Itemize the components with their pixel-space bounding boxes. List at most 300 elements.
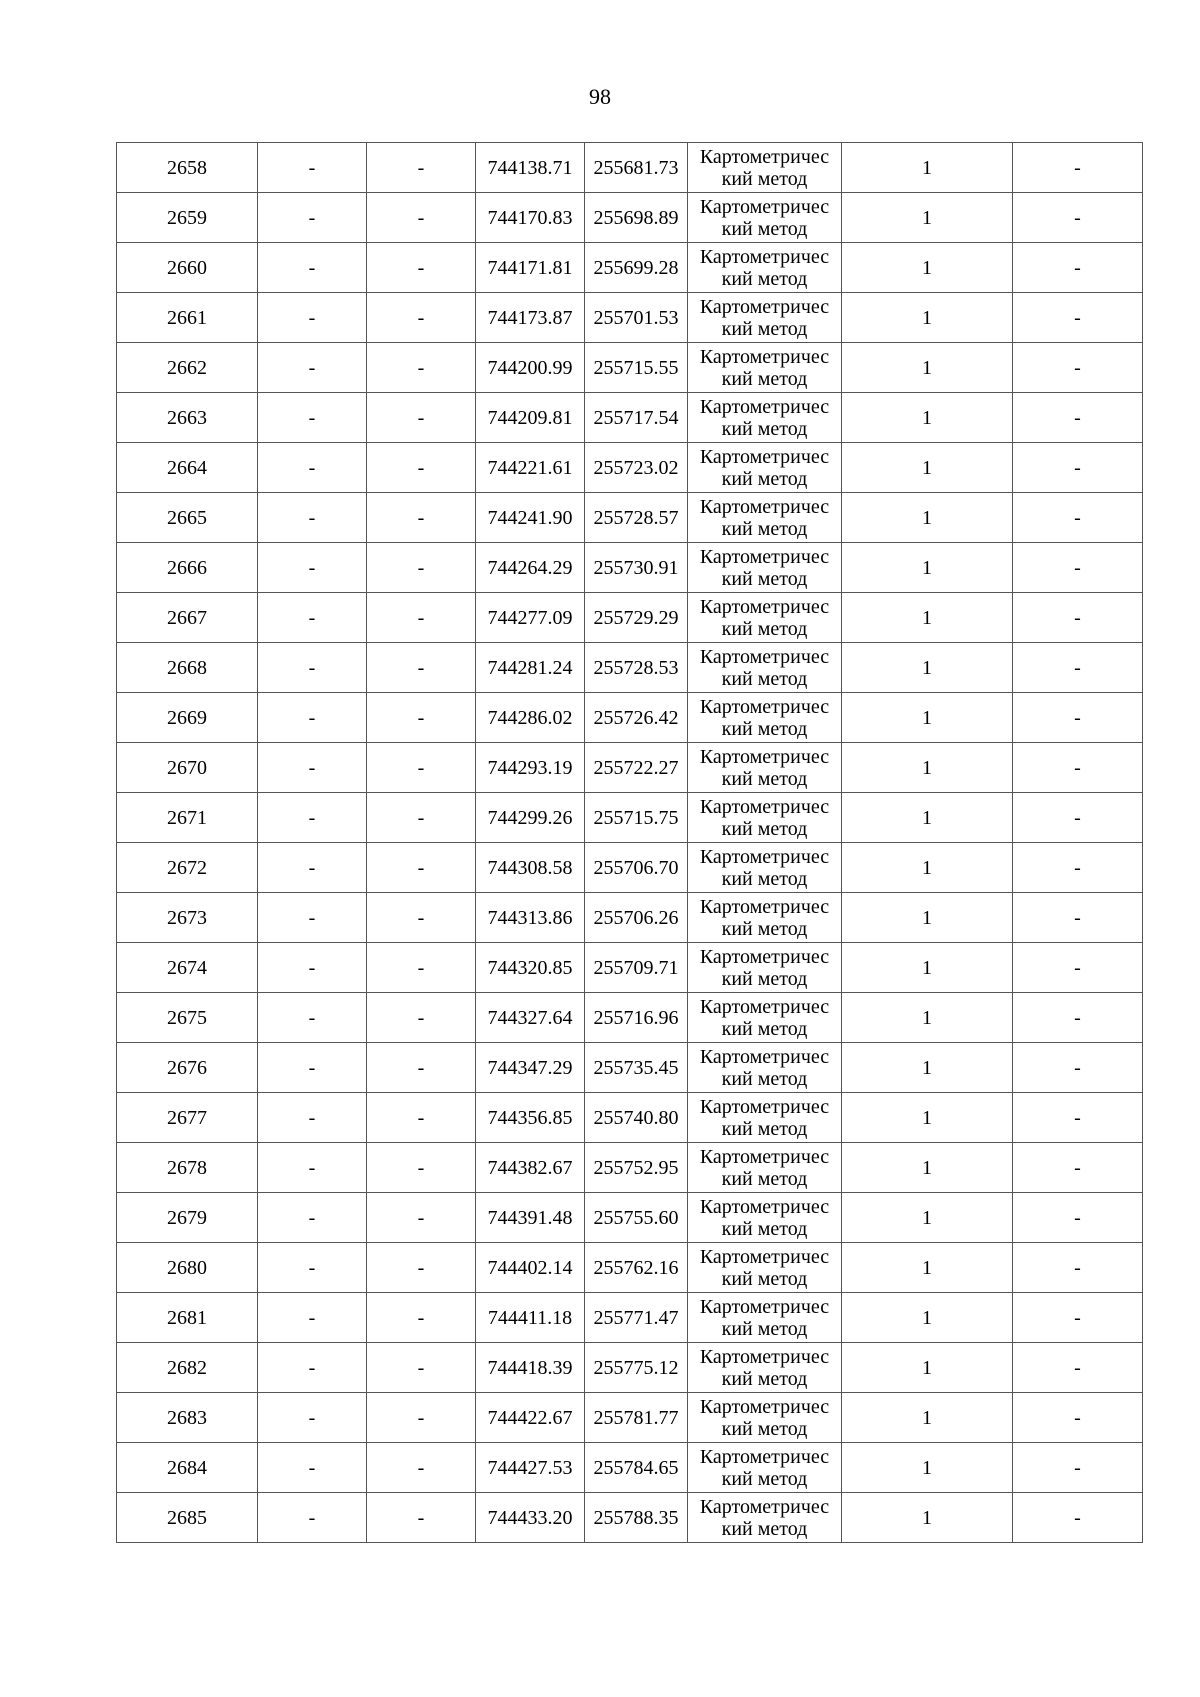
x-coordinate-cell: 744313.86 — [476, 893, 585, 943]
empty-cell: - — [258, 293, 367, 343]
accuracy-cell: 1 — [842, 1043, 1013, 1093]
x-coordinate-cell: 744171.81 — [476, 243, 585, 293]
point-number-cell: 2680 — [117, 1243, 258, 1293]
accuracy-cell: 1 — [842, 643, 1013, 693]
y-coordinate-cell: 255755.60 — [585, 1193, 688, 1243]
method-text-line1: Картометричес — [699, 895, 830, 918]
point-number-cell: 2674 — [117, 943, 258, 993]
method-text-line2: кий метод — [721, 167, 808, 190]
method-text-line2: кий метод — [721, 817, 808, 840]
x-coordinate-cell: 744277.09 — [476, 593, 585, 643]
point-number-cell: 2683 — [117, 1393, 258, 1443]
method-cell — [688, 793, 842, 843]
note-cell: - — [1013, 143, 1143, 193]
point-number-cell: 2669 — [117, 693, 258, 743]
method-cell — [688, 243, 842, 293]
note-cell: - — [1013, 793, 1143, 843]
y-coordinate-cell: 255706.26 — [585, 893, 688, 943]
x-coordinate-cell: 744221.61 — [476, 443, 585, 493]
method-cell — [688, 1093, 842, 1143]
note-cell: - — [1013, 543, 1143, 593]
x-coordinate-cell: 744433.20 — [476, 1493, 585, 1543]
method-text-line2: кий метод — [721, 1167, 808, 1190]
empty-cell: - — [258, 1143, 367, 1193]
method-text-line1: Картометричес — [699, 695, 830, 718]
note-cell: - — [1013, 443, 1143, 493]
note-cell: - — [1013, 893, 1143, 943]
x-coordinate-cell: 744170.83 — [476, 193, 585, 243]
note-cell: - — [1013, 193, 1143, 243]
method-text-line1: Картометричес — [699, 145, 830, 168]
accuracy-cell: 1 — [842, 493, 1013, 543]
point-number-cell: 2681 — [117, 1293, 258, 1343]
y-coordinate-cell: 255717.54 — [585, 393, 688, 443]
accuracy-cell: 1 — [842, 543, 1013, 593]
table-row — [117, 143, 1143, 193]
point-number-cell: 2665 — [117, 493, 258, 543]
method-text-line1: Картометричес — [699, 1445, 830, 1468]
method-cell — [688, 1193, 842, 1243]
method-text-line2: кий метод — [721, 1017, 808, 1040]
table-row — [117, 1343, 1143, 1393]
method-cell — [688, 1293, 842, 1343]
point-number-cell: 2675 — [117, 993, 258, 1043]
table-row — [117, 693, 1143, 743]
y-coordinate-cell: 255788.35 — [585, 1493, 688, 1543]
table-row — [117, 243, 1143, 293]
page-number: 98 — [589, 84, 611, 109]
point-number-cell: 2661 — [117, 293, 258, 343]
point-number-cell: 2676 — [117, 1043, 258, 1093]
accuracy-cell: 1 — [842, 293, 1013, 343]
empty-cell: - — [367, 1443, 476, 1493]
y-coordinate-cell: 255752.95 — [585, 1143, 688, 1193]
method-text-line1: Картометричес — [699, 1245, 830, 1268]
empty-cell: - — [258, 1493, 367, 1543]
empty-cell: - — [367, 1393, 476, 1443]
x-coordinate-cell: 744264.29 — [476, 543, 585, 593]
note-cell: - — [1013, 1043, 1143, 1093]
empty-cell: - — [367, 1193, 476, 1243]
empty-cell: - — [367, 743, 476, 793]
empty-cell: - — [258, 793, 367, 843]
method-text-line2: кий метод — [721, 317, 808, 340]
note-cell: - — [1013, 693, 1143, 743]
accuracy-cell: 1 — [842, 1343, 1013, 1393]
point-number-cell: 2664 — [117, 443, 258, 493]
note-cell: - — [1013, 993, 1143, 1043]
empty-cell: - — [367, 993, 476, 1043]
x-coordinate-cell: 744241.90 — [476, 493, 585, 543]
y-coordinate-cell: 255706.70 — [585, 843, 688, 893]
method-text-line1: Картометричес — [699, 845, 830, 868]
method-text-line1: Картометричес — [699, 595, 830, 618]
accuracy-cell: 1 — [842, 143, 1013, 193]
point-number-cell: 2672 — [117, 843, 258, 893]
empty-cell: - — [367, 1093, 476, 1143]
method-text-line1: Картометричес — [699, 545, 830, 568]
table-body — [117, 143, 1143, 1543]
method-text-line1: Картометричес — [699, 795, 830, 818]
empty-cell: - — [258, 443, 367, 493]
table-row — [117, 793, 1143, 843]
x-coordinate-cell: 744299.26 — [476, 793, 585, 843]
method-cell — [688, 843, 842, 893]
method-cell — [688, 393, 842, 443]
empty-cell: - — [258, 1043, 367, 1093]
table-row — [117, 993, 1143, 1043]
empty-cell: - — [258, 343, 367, 393]
method-text-line1: Картометричес — [699, 1295, 830, 1318]
empty-cell: - — [258, 1443, 367, 1493]
empty-cell: - — [367, 1293, 476, 1343]
table-row — [117, 443, 1143, 493]
y-coordinate-cell: 255762.16 — [585, 1243, 688, 1293]
empty-cell: - — [258, 493, 367, 543]
y-coordinate-cell: 255771.47 — [585, 1293, 688, 1343]
method-text-line2: кий метод — [721, 567, 808, 590]
y-coordinate-cell: 255699.28 — [585, 243, 688, 293]
point-number-cell: 2682 — [117, 1343, 258, 1393]
accuracy-cell: 1 — [842, 1143, 1013, 1193]
empty-cell: - — [367, 1143, 476, 1193]
table-row — [117, 343, 1143, 393]
empty-cell: - — [258, 1093, 367, 1143]
y-coordinate-cell: 255735.45 — [585, 1043, 688, 1093]
point-number-cell: 2671 — [117, 793, 258, 843]
point-number-cell: 2670 — [117, 743, 258, 793]
method-text-line1: Картометричес — [699, 195, 830, 218]
x-coordinate-cell: 744138.71 — [476, 143, 585, 193]
x-coordinate-cell: 744356.85 — [476, 1093, 585, 1143]
empty-cell: - — [258, 1293, 367, 1343]
method-text-line1: Картометричес — [699, 1345, 830, 1368]
empty-cell: - — [258, 1193, 367, 1243]
empty-cell: - — [367, 543, 476, 593]
note-cell: - — [1013, 643, 1143, 693]
y-coordinate-cell: 255716.96 — [585, 993, 688, 1043]
point-number-cell: 2668 — [117, 643, 258, 693]
note-cell: - — [1013, 1443, 1143, 1493]
y-coordinate-cell: 255701.53 — [585, 293, 688, 343]
x-coordinate-cell: 744418.39 — [476, 1343, 585, 1393]
note-cell: - — [1013, 343, 1143, 393]
method-cell — [688, 593, 842, 643]
accuracy-cell: 1 — [842, 1443, 1013, 1493]
method-cell — [688, 143, 842, 193]
method-text-line1: Картометричес — [699, 1395, 830, 1418]
method-text-line2: кий метод — [721, 1367, 808, 1390]
point-number-cell: 2678 — [117, 1143, 258, 1193]
empty-cell: - — [258, 393, 367, 443]
method-text-line1: Картометричес — [699, 995, 830, 1018]
empty-cell: - — [258, 893, 367, 943]
method-cell — [688, 493, 842, 543]
empty-cell: - — [258, 143, 367, 193]
method-text-line1: Картометричес — [699, 245, 830, 268]
method-text-line2: кий метод — [721, 967, 808, 990]
y-coordinate-cell: 255681.73 — [585, 143, 688, 193]
y-coordinate-cell: 255715.55 — [585, 343, 688, 393]
x-coordinate-cell: 744382.67 — [476, 1143, 585, 1193]
accuracy-cell: 1 — [842, 743, 1013, 793]
empty-cell: - — [367, 293, 476, 343]
empty-cell: - — [367, 1493, 476, 1543]
table-row — [117, 593, 1143, 643]
note-cell: - — [1013, 1493, 1143, 1543]
note-cell: - — [1013, 293, 1143, 343]
point-number-cell: 2677 — [117, 1093, 258, 1143]
accuracy-cell: 1 — [842, 1243, 1013, 1293]
method-text-line2: кий метод — [721, 617, 808, 640]
method-text-line2: кий метод — [721, 417, 808, 440]
point-number-cell: 2684 — [117, 1443, 258, 1493]
empty-cell: - — [258, 693, 367, 743]
method-text-line2: кий метод — [721, 517, 808, 540]
x-coordinate-cell: 744173.87 — [476, 293, 585, 343]
method-cell — [688, 443, 842, 493]
empty-cell: - — [367, 393, 476, 443]
empty-cell: - — [258, 743, 367, 793]
empty-cell: - — [258, 593, 367, 643]
method-text-line1: Картометричес — [699, 645, 830, 668]
method-cell — [688, 1243, 842, 1293]
table-row — [117, 293, 1143, 343]
note-cell: - — [1013, 1143, 1143, 1193]
y-coordinate-cell: 255715.75 — [585, 793, 688, 843]
empty-cell: - — [258, 1343, 367, 1393]
y-coordinate-cell: 255775.12 — [585, 1343, 688, 1393]
x-coordinate-cell: 744293.19 — [476, 743, 585, 793]
table-row — [117, 943, 1143, 993]
method-text-line2: кий метод — [721, 717, 808, 740]
method-cell — [688, 893, 842, 943]
method-text-line2: кий метод — [721, 1467, 808, 1490]
method-cell — [688, 643, 842, 693]
point-number-cell: 2673 — [117, 893, 258, 943]
x-coordinate-cell: 744320.85 — [476, 943, 585, 993]
method-text-line2: кий метод — [721, 217, 808, 240]
empty-cell: - — [367, 193, 476, 243]
y-coordinate-cell: 255728.53 — [585, 643, 688, 693]
empty-cell: - — [258, 943, 367, 993]
empty-cell: - — [367, 1343, 476, 1393]
empty-cell: - — [367, 943, 476, 993]
method-text-line2: кий метод — [721, 1317, 808, 1340]
accuracy-cell: 1 — [842, 1193, 1013, 1243]
table-row — [117, 543, 1143, 593]
method-text-line2: кий метод — [721, 1417, 808, 1440]
method-text-line1: Картометричес — [699, 295, 830, 318]
table-row — [117, 843, 1143, 893]
accuracy-cell: 1 — [842, 1293, 1013, 1343]
method-cell — [688, 1343, 842, 1393]
y-coordinate-cell: 255784.65 — [585, 1443, 688, 1493]
empty-cell: - — [258, 1243, 367, 1293]
y-coordinate-cell: 255781.77 — [585, 1393, 688, 1443]
table-row — [117, 493, 1143, 543]
empty-cell: - — [258, 1393, 367, 1443]
x-coordinate-cell: 744308.58 — [476, 843, 585, 893]
note-cell: - — [1013, 593, 1143, 643]
note-cell: - — [1013, 1093, 1143, 1143]
x-coordinate-cell: 744286.02 — [476, 693, 585, 743]
y-coordinate-cell: 255726.42 — [585, 693, 688, 743]
y-coordinate-cell: 255729.29 — [585, 593, 688, 643]
method-text-line2: кий метод — [721, 1267, 808, 1290]
empty-cell: - — [258, 843, 367, 893]
y-coordinate-cell: 255709.71 — [585, 943, 688, 993]
table-row — [117, 393, 1143, 443]
note-cell: - — [1013, 1343, 1143, 1393]
accuracy-cell: 1 — [842, 843, 1013, 893]
accuracy-cell: 1 — [842, 793, 1013, 843]
method-cell — [688, 1443, 842, 1493]
empty-cell: - — [367, 793, 476, 843]
x-coordinate-cell: 744327.64 — [476, 993, 585, 1043]
point-number-cell: 2667 — [117, 593, 258, 643]
accuracy-cell: 1 — [842, 1393, 1013, 1443]
x-coordinate-cell: 744200.99 — [476, 343, 585, 393]
accuracy-cell: 1 — [842, 193, 1013, 243]
table-row — [117, 1393, 1143, 1443]
method-text-line2: кий метод — [721, 467, 808, 490]
y-coordinate-cell: 255730.91 — [585, 543, 688, 593]
accuracy-cell: 1 — [842, 893, 1013, 943]
accuracy-cell: 1 — [842, 593, 1013, 643]
method-cell — [688, 993, 842, 1043]
table-row — [117, 743, 1143, 793]
x-coordinate-cell: 744422.67 — [476, 1393, 585, 1443]
method-text-line1: Картометричес — [699, 345, 830, 368]
method-text-line2: кий метод — [721, 367, 808, 390]
method-cell — [688, 543, 842, 593]
method-text-line2: кий метод — [721, 1517, 808, 1540]
note-cell: - — [1013, 1243, 1143, 1293]
method-text-line2: кий метод — [721, 267, 808, 290]
table-row — [117, 193, 1143, 243]
empty-cell: - — [367, 693, 476, 743]
method-cell — [688, 693, 842, 743]
method-text-line1: Картометричес — [699, 745, 830, 768]
table-row — [117, 1043, 1143, 1093]
method-text-line1: Картометричес — [699, 495, 830, 518]
empty-cell: - — [367, 1243, 476, 1293]
method-text-line1: Картометричес — [699, 1095, 830, 1118]
table-row — [117, 1143, 1143, 1193]
method-text-line2: кий метод — [721, 917, 808, 940]
method-cell — [688, 1393, 842, 1443]
accuracy-cell: 1 — [842, 393, 1013, 443]
method-text-line1: Картометричес — [699, 1045, 830, 1068]
point-number-cell: 2685 — [117, 1493, 258, 1543]
note-cell: - — [1013, 1193, 1143, 1243]
empty-cell: - — [258, 543, 367, 593]
table-row — [117, 1443, 1143, 1493]
empty-cell: - — [367, 593, 476, 643]
method-text-line2: кий метод — [721, 867, 808, 890]
point-number-cell: 2666 — [117, 543, 258, 593]
empty-cell: - — [367, 1043, 476, 1093]
y-coordinate-cell: 255728.57 — [585, 493, 688, 543]
method-text-line2: кий метод — [721, 1067, 808, 1090]
method-text-line2: кий метод — [721, 667, 808, 690]
y-coordinate-cell: 255722.27 — [585, 743, 688, 793]
x-coordinate-cell: 744427.53 — [476, 1443, 585, 1493]
note-cell: - — [1013, 1293, 1143, 1343]
empty-cell: - — [258, 993, 367, 1043]
x-coordinate-cell: 744391.48 — [476, 1193, 585, 1243]
empty-cell: - — [367, 893, 476, 943]
x-coordinate-cell: 744281.24 — [476, 643, 585, 693]
table-row — [117, 1193, 1143, 1243]
method-cell — [688, 193, 842, 243]
empty-cell: - — [367, 843, 476, 893]
point-number-cell: 2658 — [117, 143, 258, 193]
empty-cell: - — [367, 343, 476, 393]
note-cell: - — [1013, 1393, 1143, 1443]
point-number-cell: 2659 — [117, 193, 258, 243]
x-coordinate-cell: 744209.81 — [476, 393, 585, 443]
point-number-cell: 2662 — [117, 343, 258, 393]
empty-cell: - — [367, 243, 476, 293]
method-text-line1: Картометричес — [699, 445, 830, 468]
table-row — [117, 1293, 1143, 1343]
method-cell — [688, 343, 842, 393]
method-text-line1: Картометричес — [699, 1495, 830, 1518]
note-cell: - — [1013, 843, 1143, 893]
empty-cell: - — [258, 193, 367, 243]
table-row — [117, 893, 1143, 943]
empty-cell: - — [367, 143, 476, 193]
method-text-line2: кий метод — [721, 1117, 808, 1140]
y-coordinate-cell: 255723.02 — [585, 443, 688, 493]
table-row — [117, 1243, 1143, 1293]
note-cell: - — [1013, 243, 1143, 293]
y-coordinate-cell: 255740.80 — [585, 1093, 688, 1143]
method-text-line2: кий метод — [721, 767, 808, 790]
accuracy-cell: 1 — [842, 243, 1013, 293]
accuracy-cell: 1 — [842, 443, 1013, 493]
empty-cell: - — [258, 643, 367, 693]
empty-cell: - — [367, 493, 476, 543]
method-cell — [688, 1043, 842, 1093]
method-cell — [688, 1143, 842, 1193]
note-cell: - — [1013, 743, 1143, 793]
method-cell — [688, 1493, 842, 1543]
method-text-line1: Картометричес — [699, 1195, 830, 1218]
empty-cell: - — [258, 243, 367, 293]
method-cell — [688, 293, 842, 343]
method-text-line1: Картометричес — [699, 1145, 830, 1168]
accuracy-cell: 1 — [842, 1093, 1013, 1143]
method-cell — [688, 743, 842, 793]
accuracy-cell: 1 — [842, 943, 1013, 993]
point-number-cell: 2679 — [117, 1193, 258, 1243]
note-cell: - — [1013, 493, 1143, 543]
x-coordinate-cell: 744411.18 — [476, 1293, 585, 1343]
note-cell: - — [1013, 393, 1143, 443]
table-row — [117, 1093, 1143, 1143]
method-text-line2: кий метод — [721, 1217, 808, 1240]
accuracy-cell: 1 — [842, 1493, 1013, 1543]
method-cell — [688, 943, 842, 993]
table-row — [117, 643, 1143, 693]
method-text-line1: Картометричес — [699, 945, 830, 968]
x-coordinate-cell: 744347.29 — [476, 1043, 585, 1093]
accuracy-cell: 1 — [842, 343, 1013, 393]
empty-cell: - — [367, 643, 476, 693]
